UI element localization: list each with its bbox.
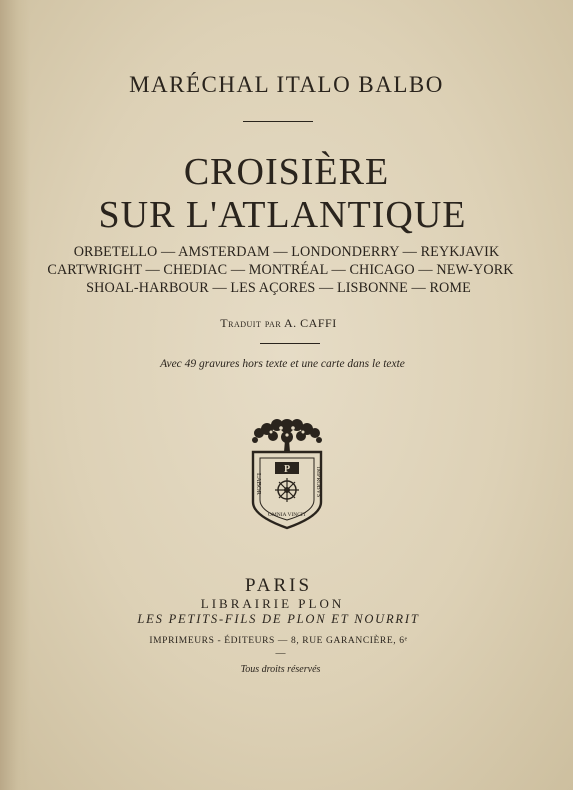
route-line-1: ORBETELLO — AMSTERDAM — LONDONDERRY — REYKJAVIK <box>73 244 500 260</box>
route-line-3: SHOAL-HARBOUR — LES AÇORES — LISBONNE — ROME <box>86 280 471 296</box>
publication-city: PARIS <box>244 575 313 596</box>
author-name: MARÉCHAL ITALO BALBO <box>129 72 444 97</box>
route-line-2: CARTWRIGHT — CHEDIAC — MONTRÉAL — CHICAGO — NEW-YORK <box>47 262 514 278</box>
small-dash: — <box>275 648 286 659</box>
printer-mark-left-motto: LABOR <box>255 472 262 496</box>
divider-rule-top <box>243 121 313 122</box>
illustrations-note: Avec 49 gravures hors texte et une carte dans le texte <box>160 358 405 370</box>
printer-mark-bottom-motto: OMNIA VINCIT <box>267 512 307 518</box>
divider-rule-middle <box>260 343 320 344</box>
printer-mark-emblem <box>247 416 327 530</box>
translator-credit <box>0 316 565 331</box>
printer-mark-monogram: P <box>283 464 291 475</box>
translator-name: A. CAFFI <box>284 316 337 330</box>
rights-reserved: Tous droits réservés <box>240 664 321 675</box>
printer-address: IMPRIMEURS - ÉDITEURS — 8, RUE GARANCIÈRE, 6ᵉ <box>149 636 408 646</box>
publisher-heirs: LES PETITS-FILS DE PLON ET NOURRIT <box>137 612 420 626</box>
book-title-line-1: CROISIÈRE <box>183 151 390 193</box>
translator-prefix: Traduit par <box>220 316 282 330</box>
publisher-name: LIBRAIRIE PLON <box>200 596 345 611</box>
book-title-line-2: SUR L'ATLANTIQUE <box>98 194 467 236</box>
printer-mark-right-motto: IMPROBVS <box>315 466 321 498</box>
